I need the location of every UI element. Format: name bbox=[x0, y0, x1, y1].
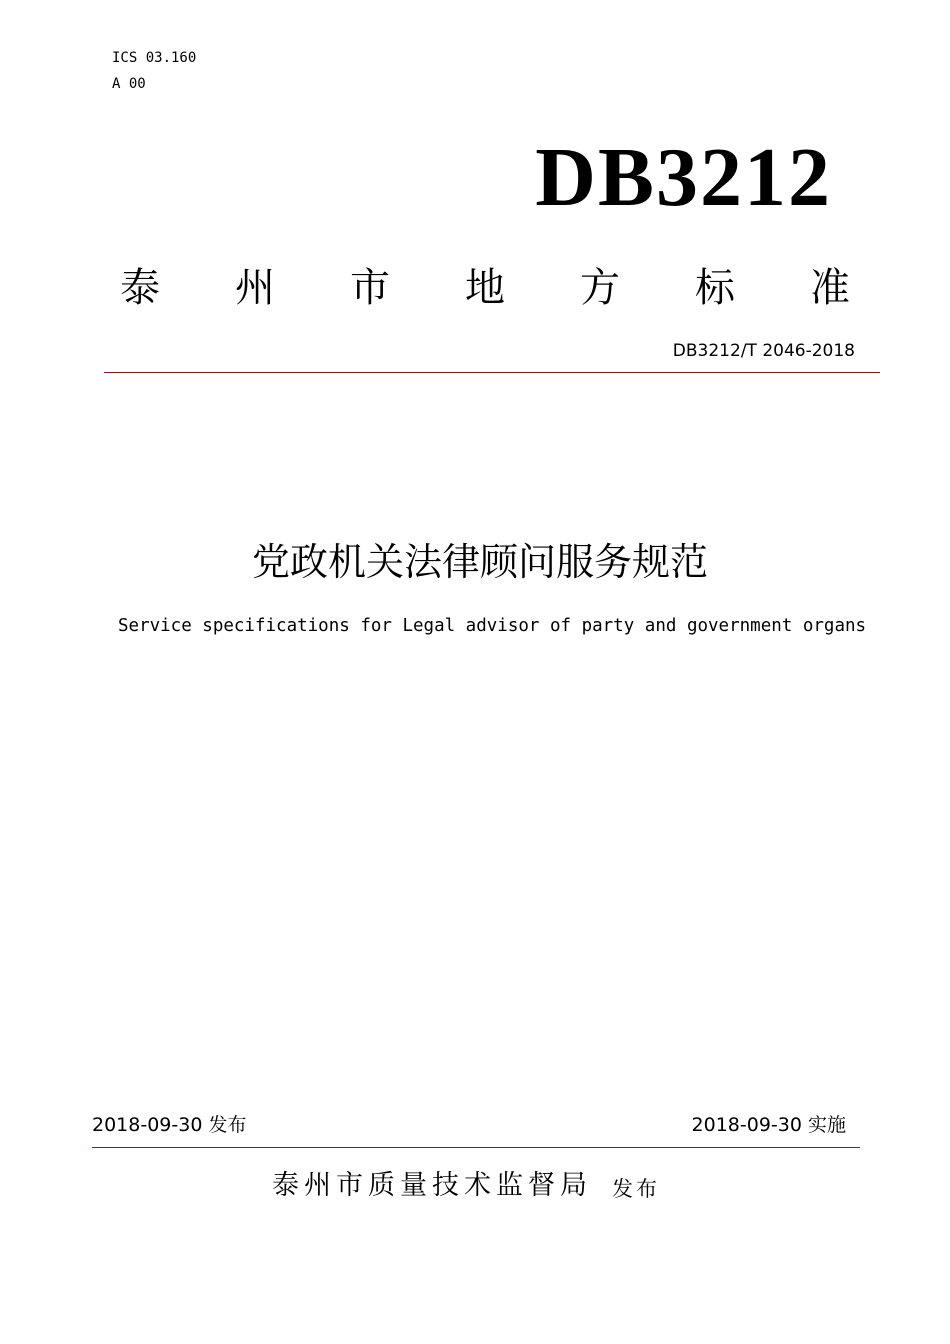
implementation-date: 2018-09-30 实施 bbox=[691, 1114, 846, 1136]
document-title-zh: 党政机关法律顾问服务规范 bbox=[251, 540, 708, 584]
bottom-divider bbox=[92, 1147, 860, 1148]
classification-code: A 00 bbox=[112, 76, 146, 92]
standard-type-heading bbox=[120, 262, 850, 314]
standard-type-char: 标 bbox=[695, 265, 735, 311]
standard-type-char: 地 bbox=[465, 265, 505, 311]
top-divider bbox=[104, 372, 880, 373]
standard-type-char: 准 bbox=[810, 265, 850, 311]
standard-type-char: 方 bbox=[580, 265, 620, 311]
standard-type-char: 州 bbox=[235, 265, 275, 311]
ics-code: ICS 03.160 bbox=[112, 50, 197, 66]
issuer-name: 泰州市质量技术监督局 bbox=[272, 1170, 592, 1201]
issue-date: 2018-09-30 发布 bbox=[92, 1114, 247, 1136]
issuer-verb: 发布 bbox=[612, 1177, 660, 1201]
standard-number: DB3212/T 2046-2018 bbox=[672, 341, 855, 361]
document-title-en: Service specifications for Legal advisor of party and government organs bbox=[118, 616, 867, 636]
db-mark: DB3212 bbox=[535, 131, 832, 224]
standard-type-char: 泰 bbox=[120, 265, 160, 311]
standard-type-char: 市 bbox=[350, 265, 390, 311]
